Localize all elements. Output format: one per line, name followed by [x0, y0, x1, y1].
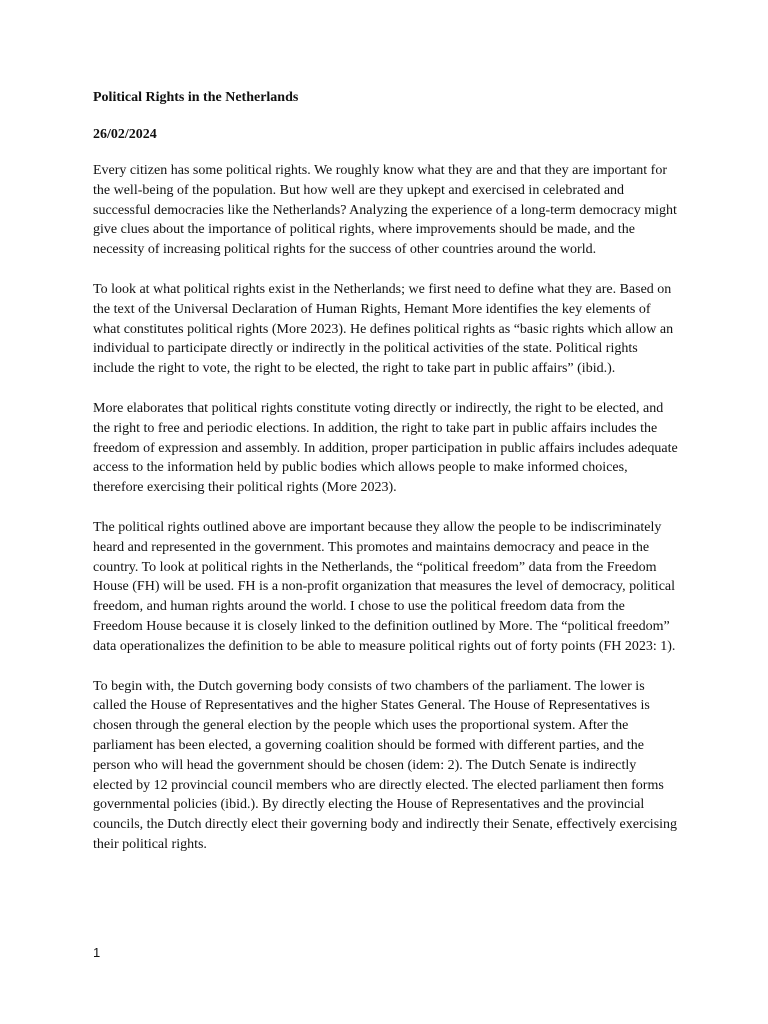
- paragraph-3: More elaborates that political rights constitute voting directly or indirectly, the right to be elected, and the right to free and periodic elections. In addition, the right to take part in public affairs includes the freedom of expression and assembly. In addition, proper participation in public affairs includes adequate access to the information held by public bodies which allows people to make informed choices, therefore exercising their political rights (More 2023).: [93, 400, 678, 496]
- paragraph-4: The political rights outlined above are important because they allow the people to be indiscriminately heard and represented in the government. This promotes and maintains democracy and peace in the country. To look at political rights in the Netherlands, the “political freedom” data from the Freedom House (FH) will be used. FH is a non-profit organization that measures the level of democracy, political freedom, and human rights around the world. I chose to use the political freedom data from the Freedom House because it is closely linked to the definition outlined by More. The “political freedom” data operationalizes the definition to be able to measure political rights out of forty points (FH 2023: 1).: [93, 519, 676, 654]
- paragraph-2: To look at what political rights exist in the Netherlands; we first need to define what they are. Based on the text of the Universal Declaration of Human Rights, Hemant More identifies the key elements of what constitutes political rights (More 2023). He defines political rights as “basic rights which allow an individual to participate directly or indirectly in the political activities of the state. Political rights include the right to vote, the right to be elected, the right to take part in public affairs” (ibid.).: [93, 281, 674, 377]
- document-title: Political Rights in the Netherlands: [93, 90, 299, 105]
- document-page: [93, 88, 678, 875]
- paragraph-1: Every citizen has some political rights. We roughly know what they are and that they are important for the well-being of the population. But how well are they upkept and exercised in celebrated and successful democracies like the Netherlands? Analyzing the experience of a long-term democracy might give clues about the importance of political rights, where improvements should be made, and the necessity of increasing political rights for the success of other countries around the world.: [93, 163, 677, 258]
- document-date: 26/02/2024: [93, 127, 157, 142]
- page-number: 1: [93, 945, 101, 960]
- paragraph-5: To begin with, the Dutch governing body consists of two chambers of the parliament. The lower is called the House of Representatives and the higher States General. The House of Representatives is chosen through the general election by the people which uses the proportional system. After the parliament has been elected, a governing coalition should be formed with different parties, and the person who will head the government should be chosen (idem: 2). The Dutch Senate is indirectly elected by 12 provincial council members who are directly elected. The elected parliament then forms governmental policies (ibid.). By directly electing the House of Representatives and the provincial councils, the Dutch directly elect their governing body and indirectly their Senate, effectively exercising their political rights.: [93, 678, 678, 852]
